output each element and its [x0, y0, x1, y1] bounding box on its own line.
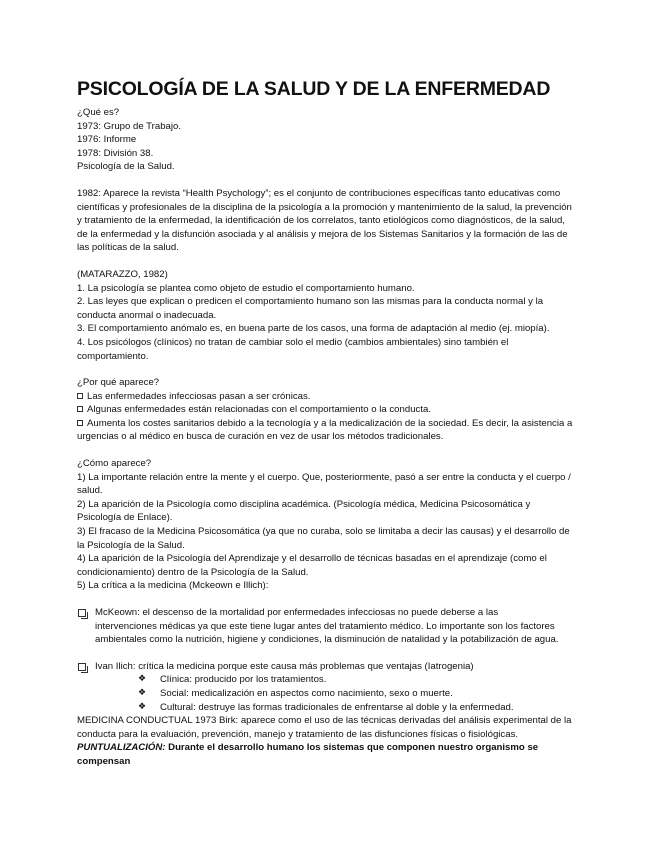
list-item-mckeown [77, 606, 577, 647]
diamond-bullet-icon: ❖ [138, 700, 147, 711]
heading-por-que: ¿Por qué aparece? [77, 377, 160, 389]
section-por-que [77, 376, 577, 444]
text-line: condicionamiento) dentro de la Psicología de la Salud. [77, 566, 309, 578]
text-line: 1982: Aparece la revista “Health Psychology”; es el conjunto de contribuciones específicas tanto educativas como [77, 187, 561, 199]
text-line: 1978: División 38. [77, 147, 154, 159]
text-line: Clínica: producido por los tratamientos. [160, 674, 327, 686]
text-line: 2. Las leyes que explican o predicen el comportamiento humano son las mismas para la conducta normal y la [77, 296, 544, 308]
puntualizacion-label: PUNTUALIZACIÓN: [77, 742, 166, 754]
square-bullet-icon [77, 393, 83, 399]
text-line: 5) La crítica a la medicina (Mckeown e Illich): [77, 580, 269, 592]
text-line: 1973: Grupo de Trabajo. [77, 120, 182, 132]
text-line: Psicología de Enlace). [77, 512, 173, 524]
text-line: MEDICINA CONDUCTUAL 1973 Birk: aparece como el uso de las técnicas derivadas del análisis experimental de la [77, 715, 572, 727]
text-line: la Psicología de la Salud. [77, 539, 185, 551]
section-matarazzo [77, 268, 577, 363]
paragraph-1982 [77, 187, 577, 255]
text-line: salud. [77, 485, 103, 497]
list-item: Las enfermedades infecciosas pasan a ser crónicas. [77, 390, 577, 404]
section-como [77, 457, 577, 593]
checkbox-bullet-icon [78, 609, 86, 617]
text-line: comportamiento. [77, 350, 149, 362]
text-line [77, 741, 577, 768]
text-line: las políticas de la salud. [77, 242, 179, 254]
text-line: Ivan Ilich: crítica la medicina porque este causa más problemas que ventajas (Iatrogenia) [95, 660, 474, 672]
heading-como: ¿Cómo aparece? [77, 458, 152, 470]
text-line: conducta para la evaluación, prevención, manejo y tratamiento de las disfunciones físicas o fisiológicas. [77, 728, 519, 740]
text-line: de la enfermedad y la disfunción asociada y al análisis y mejora de los Sistemas Sanitarios y la formación de las de [77, 228, 568, 240]
text-line: Psicología de la Salud. [77, 161, 175, 173]
sub-item [77, 687, 577, 701]
text-line: ambientales como la nutrición, higiene y condiciones, la disminución de natalidad y la potabilización de agua. [95, 634, 559, 646]
diamond-bullet-icon: ❖ [138, 686, 147, 697]
text-line: 1) La importante relación entre la mente y el cuerpo. Que, posteriormente, pasó a ser entre la conducta y el cuerpo / [77, 471, 571, 483]
sub-item [77, 701, 577, 715]
text-line: 4. Los psicólogos (clínicos) no tratan de cambiar solo el medio (cambios ambientales) sino también el [77, 336, 509, 348]
puntualizacion-text: Durante el desarrollo humano los sistemas que componen nuestro organismo se compensan [77, 742, 539, 767]
text-line: Cultural: destruye las formas tradicionales de enfrentarse al doble y la enfermedad. [160, 701, 514, 713]
list-item: Aumenta los costes sanitarios debido a la tecnología y a la medicalización de la sociedad. Es decir, la asistencia a [77, 417, 577, 431]
list-item-illich [77, 660, 577, 674]
text-line: 4) La aparición de la Psicología del Aprendizaje y el desarrollo de técnicas basadas en el aprendizaje (como el [77, 553, 547, 565]
text-line: Social: medicalización en aspectos como nacimiento, sexo o muerte. [160, 687, 453, 699]
page-title: PSICOLOGÍA DE LA SALUD Y DE LA ENFERMEDAD [77, 78, 551, 100]
text-line: 1. La psicología se plantea como objeto de estudio el comportamiento humano. [77, 282, 415, 294]
text-line: McKeown: el descenso de la mortalidad por enfermedades infecciosas no puede deberse a las [95, 607, 499, 618]
square-bullet-icon [77, 420, 83, 426]
heading-que-es: ¿Qué es? [77, 107, 120, 118]
checkbox-bullet-icon [78, 663, 86, 671]
text-line: 3) El fracaso de la Medicina Psicosomática (ya que no curaba, solo se limitaba a decir las causas) y el desarrollo de [77, 526, 570, 538]
text-line: 2) La aparición de la Psicología como disciplina académica. (Psicología médica, Medicina Psicosomática y [77, 498, 531, 510]
text-line: urgencias o al médico en busca de curación en vez de usar los métodos tradicionales. [77, 431, 444, 443]
list-item: Algunas enfermedades están relacionadas con el comportamiento o la conducta. [77, 403, 577, 417]
paragraph-medicina-conductual [77, 714, 577, 768]
text-line: 1976: Informe [77, 134, 137, 146]
text-line: 3. El comportamiento anómalo es, en buena parte de los casos, una forma de adaptación al medio (ej. miopía). [77, 323, 550, 335]
diamond-bullet-icon: ❖ [138, 673, 147, 684]
text-line: científicas y profesionales de la disciplina de la psicología a la promoción y mantenimiento de la salud, la prevención [77, 201, 572, 213]
sub-item [77, 673, 577, 687]
document-page [77, 78, 577, 769]
text-line: y tratamiento de la enfermedad, la identificación de los correlatos, tanto etiológicos como diagnósticos, de la salud, [77, 215, 565, 227]
heading-matarazzo: (MATARAZZO, 1982) [77, 268, 168, 280]
text-line: conducta anormal o inadecuada. [77, 309, 217, 321]
square-bullet-icon [77, 406, 83, 412]
text-line: intervenciones médicas ya que este tiene lugar antes del tratamiento médico. Lo importante son los factores [95, 620, 555, 632]
section-que-es [77, 106, 577, 174]
